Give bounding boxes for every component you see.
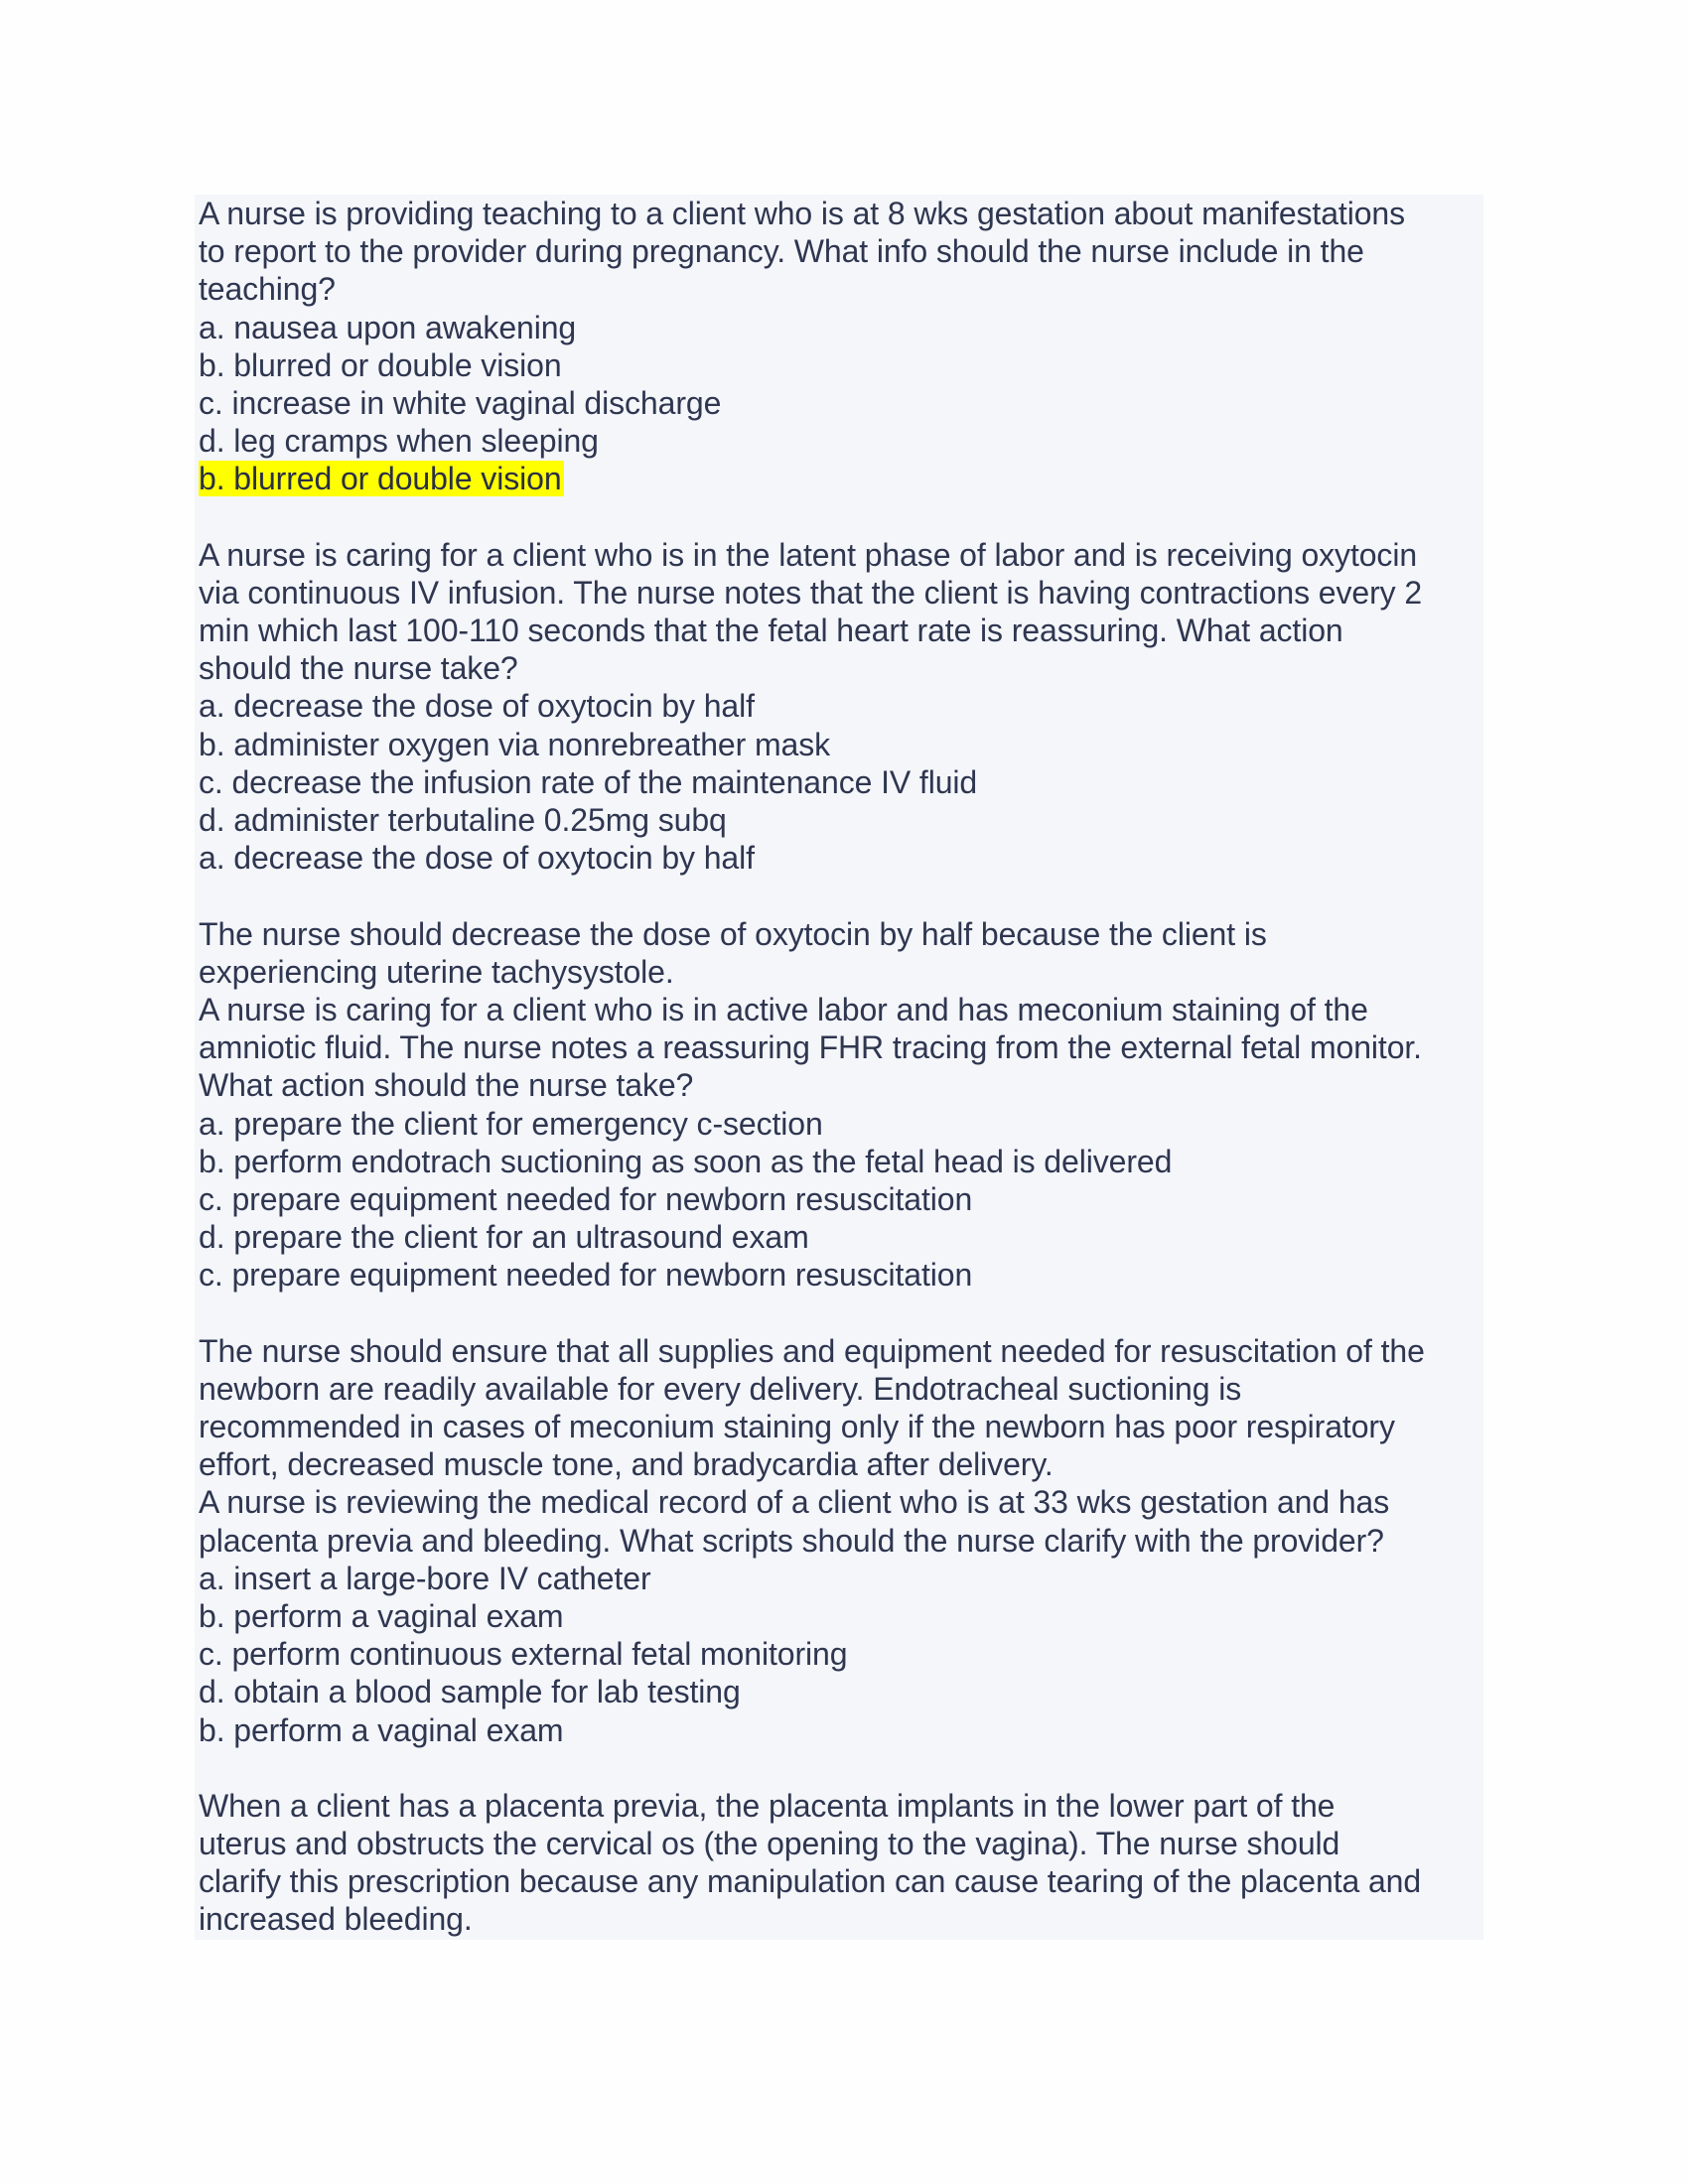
- answer-option: c. prepare equipment needed for newborn resuscitation: [199, 1180, 973, 1217]
- question-3: [199, 991, 1483, 1483]
- rationale-line: increased bleeding.: [199, 1901, 473, 1938]
- answer-option: d. prepare the client for an ultrasound exam: [199, 1219, 809, 1256]
- question-stem-line: to report to the provider during pregnancy. What info should the nurse include in the: [199, 233, 1364, 270]
- question-2: [199, 536, 1483, 991]
- answer-option: b. perform endotrach suctioning as soon as the fetal head is delivered: [199, 1143, 1173, 1179]
- highlighted-correct-answer: b. blurred or double vision: [199, 461, 562, 497]
- rationale-line: effort, decreased muscle tone, and bradycardia after delivery.: [199, 1446, 1054, 1483]
- question-stem-line: teaching?: [199, 271, 336, 308]
- question-stem-line: should the nurse take?: [199, 650, 518, 687]
- rationale-line: When a client has a placenta previa, the placenta implants in the lower part of the: [199, 1787, 1336, 1824]
- answer-option: d. administer terbutaline 0.25mg subq: [199, 802, 727, 838]
- question-stem-line: What action should the nurse take?: [199, 1067, 694, 1104]
- answer-option: a. insert a large-bore IV catheter: [199, 1560, 651, 1596]
- spacer: [199, 1294, 1483, 1331]
- rationale-line: uterus and obstructs the cervical os (the opening to the vagina). The nurse should: [199, 1826, 1340, 1862]
- question-stem-line: A nurse is caring for a client who is in the latent phase of labor and is receiving oxytocin: [199, 536, 1418, 573]
- question-stem-line: placenta previa and bleeding. What scripts should the nurse clarify with the provider?: [199, 1522, 1384, 1559]
- answer-option: c. increase in white vaginal discharge: [199, 384, 722, 421]
- question-stem-line: via continuous IV infusion. The nurse notes that the client is having contractions every 2: [199, 574, 1423, 611]
- rationale-line: The nurse should decrease the dose of oxytocin by half because the client is: [199, 915, 1267, 952]
- answer-option: b. blurred or double vision: [199, 346, 562, 383]
- answer-option: a. prepare the client for emergency c-section: [199, 1105, 823, 1142]
- question-stem-line: A nurse is reviewing the medical record of a client who is at 33 wks gestation and has: [199, 1484, 1390, 1521]
- correct-answer: c. prepare equipment needed for newborn resuscitation: [199, 1257, 973, 1294]
- answer-option: d. obtain a blood sample for lab testing: [199, 1674, 741, 1710]
- correct-answer-line: [199, 460, 1483, 497]
- question-4: [199, 1483, 1483, 1938]
- question-1: [199, 195, 1483, 536]
- question-stem-line: A nurse is caring for a client who is in active labor and has meconium staining of the: [199, 991, 1368, 1027]
- document-text: [199, 195, 1483, 1939]
- answer-option: c. perform continuous external fetal monitoring: [199, 1636, 848, 1673]
- spacer: [199, 1749, 1483, 1787]
- answer-option: b. administer oxygen via nonrebreather mask: [199, 726, 831, 762]
- answer-option: b. perform a vaginal exam: [199, 1597, 564, 1634]
- question-stem-line: amniotic fluid. The nurse notes a reassuring FHR tracing from the external fetal monitor.: [199, 1029, 1422, 1066]
- answer-option: d. leg cramps when sleeping: [199, 423, 599, 460]
- correct-answer: a. decrease the dose of oxytocin by half: [199, 840, 755, 877]
- spacer: [199, 498, 1483, 536]
- answer-option: a. decrease the dose of oxytocin by half: [199, 688, 755, 725]
- rationale-line: clarify this prescription because any manipulation can cause tearing of the placenta and: [199, 1863, 1422, 1900]
- rationale-line: recommended in cases of meconium staining only if the newborn has poor respiratory: [199, 1409, 1395, 1444]
- rationale-line: experiencing uterine tachysystole.: [199, 953, 674, 990]
- answer-option: a. nausea upon awakening: [199, 309, 577, 345]
- spacer: [199, 877, 1483, 914]
- rationale-line: The nurse should ensure that all supplies and equipment needed for resuscitation of the: [199, 1332, 1425, 1369]
- correct-answer: b. perform a vaginal exam: [199, 1711, 564, 1748]
- question-stem-line: A nurse is providing teaching to a client who is at 8 wks gestation about manifestations: [199, 196, 1406, 231]
- question-stem-line: min which last 100-110 seconds that the fetal heart rate is reassuring. What action: [199, 613, 1343, 649]
- answer-option: c. decrease the infusion rate of the maintenance IV fluid: [199, 763, 978, 800]
- rationale-line: newborn are readily available for every delivery. Endotracheal suctioning is: [199, 1370, 1242, 1407]
